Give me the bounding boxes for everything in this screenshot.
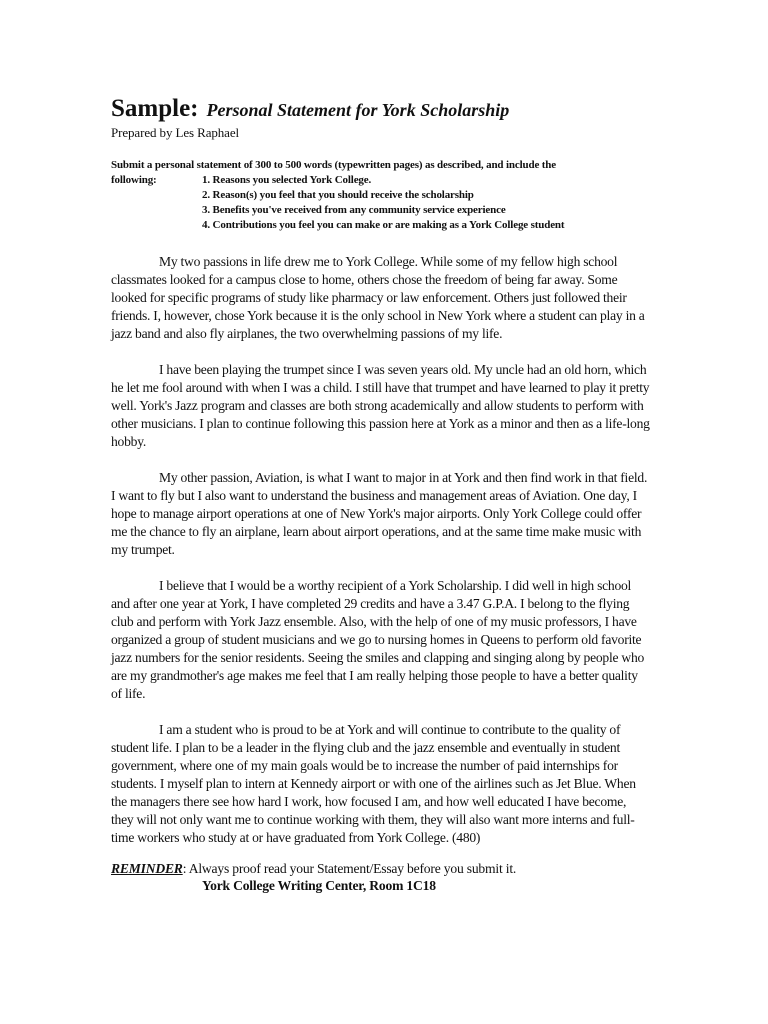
instruction-item-3: 3. Benefits you've received from any community service experience [202, 204, 506, 216]
title-sample: Sample: [111, 95, 199, 122]
paragraph-1: My two passions in life drew me to York College. While some of my fellow high school classmates looked for a campus close to home, others chose the freedom of being far away. Some looked for specific programs of study like pharmacy or law enforcement. Others just followed their friends. I, however, chose York because it is the only school in New York where a student can play in a jazz band and also fly airplanes, the two overwhelming passions of my life. [111, 254, 645, 341]
instruction-item-4: 4. Contributions you feel you can make or are making as a York College student [202, 219, 565, 231]
document-page [111, 96, 651, 894]
reminder-line [111, 860, 651, 877]
reminder-label: REMINDER [111, 861, 183, 876]
title-subtitle: Personal Statement for York Scholarship [206, 100, 510, 120]
paragraph-3: My other passion, Aviation, is what I want to major in at York and then find work in that field. I want to fly but I also want to understand the business and management areas of Aviation. One day, I hope to manage airport operations at one of New York's major airports. Only York College could offer me the chance to fly an airplane, learn about airport operations, and at the same time make music with my trumpet. [111, 470, 648, 557]
statement-body [111, 253, 651, 847]
instructions-first-row [111, 173, 651, 188]
instructions-label: following: [111, 174, 157, 186]
writing-center-location: York College Writing Center, Room 1C18 [202, 878, 436, 893]
document-title [111, 96, 651, 125]
instruction-item-1: 1. Reasons you selected York College. [202, 174, 372, 186]
paragraph-2: I have been playing the trumpet since I was seven years old. My uncle had an old horn, which he let me fool around with when I was a child. I still have that trumpet and have learned to play it pretty well. York's Jazz program and classes are both strong academically and allow students to perform with other musicians. I plan to continue following this passion here at York as a minor and then as a life-long hobby. [111, 362, 650, 449]
reminder-text: Always proof read your Statement/Essay before you submit it. [188, 861, 517, 876]
paragraph-5: I am a student who is proud to be at York and will continue to contribute to the quality of student life. I plan to be a leader in the flying club and the jazz ensemble and eventually in student government, where one of my main goals would be to increase the number of paid internships for students. I myself plan to intern at Kennedy airport or with one of the airlines such as Jet Blue. When the managers there see how hard I work, how focused I am, and how well educated I have become, they will not only want me to continue working with them, they will also want more interns and full-time workers who study at or have graduated from York College. (480) [111, 722, 636, 845]
paragraph-4: I believe that I would be a worthy recipient of a York Scholarship. I did well in high school and after one year at York, I have completed 29 credits and have a 3.47 G.P.A. I belong to the flying club and perform with York Jazz ensemble. Also, with the help of one of my music professors, I have organized a group of student musicians and we go to nursing homes in Queens to perform old favorite jazz numbers for the senior residents. Seeing the smiles and clapping and singing along by people who are my grandmother's age makes me feel that I am really helping those people to have a better quality of life. [111, 578, 645, 701]
instructions-list [202, 188, 651, 233]
reminder-block [111, 860, 651, 894]
instruction-item-2: 2. Reason(s) you feel that you should receive the scholarship [202, 189, 474, 201]
reminder-colon: : [182, 861, 187, 876]
prepared-by: Prepared by Les Raphael [111, 125, 240, 140]
instructions-lead: Submit a personal statement of 300 to 500 words (typewritten pages) as described, and include the [111, 159, 556, 171]
instructions-block [111, 158, 651, 233]
